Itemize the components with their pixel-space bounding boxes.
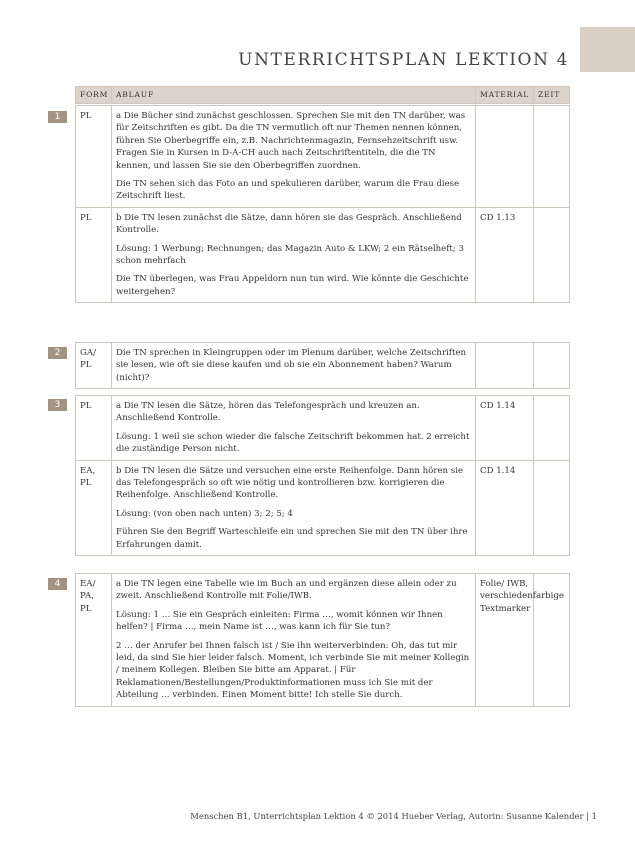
table-row xyxy=(76,343,570,389)
material-cell xyxy=(476,343,534,389)
material-cell: Folie/ IWB, verschiedenfarbige Textmarker xyxy=(476,574,534,707)
table-row xyxy=(76,574,570,707)
zeit-cell xyxy=(534,460,570,555)
ablauf-paragraph: b Die TN lesen die Sätze und versuchen eine erste Reihenfolge. Dann hören sie das Telefongespräch so oft wie nötig und kontrollieren bzw. korrigieren die Reihenfolge. Anschließend Kontrolle. xyxy=(116,465,464,501)
table-row xyxy=(76,207,570,302)
section-table xyxy=(75,395,570,556)
header-table xyxy=(75,86,570,104)
ablauf-paragraph: Führen Sie den Begriff Warteschleife ein und sprechen Sie mit den TN über ihre Erfahrungen damit. xyxy=(116,527,468,550)
zeit-cell xyxy=(534,207,570,302)
ablauf-cell xyxy=(112,574,476,707)
material-cell: CD 1.14 xyxy=(476,460,534,555)
ablauf-paragraph: a Die TN legen eine Tabelle wie im Buch an und ergänzen diese allein oder zu zweit. Anschließend Kontrolle mit Folie/IWB. xyxy=(116,579,457,602)
section-table xyxy=(75,342,570,389)
ablauf-paragraph: a Die Bücher sind zunächst geschlossen. Sprechen Sie mit den TN darüber, was für Zeitschriften es gibt. Da die TN vermutlich oft nur Themen nennen können, führen Sie Oberbegriffe ein, z.B. Nachrichtenmagazin, Fernsehzeitschrift usw. Fragen Sie in Kursen in D-A-CH auch nach Zeitschriftentiteln, die die TN kennen, und lassen Sie sie den Oberbegriffen zuordnen. xyxy=(116,111,466,171)
header-ablauf: ABLAUF xyxy=(112,87,476,104)
form-cell: EA/ PA, PL xyxy=(76,574,112,707)
ablauf-paragraph: Die TN sprechen in Kleingruppen oder im Plenum darüber, welche Zeitschriften sie lesen, wie oft sie diese kaufen und ob sie ein Abonnement haben? Warum (nicht)? xyxy=(116,348,467,383)
section-number: 4 xyxy=(48,578,67,590)
ablauf-paragraph: Lösung: 1 weil sie schon wieder die falsche Zeitschrift bekommen hat. 2 erreicht die zuständige Person nicht. xyxy=(116,431,470,455)
ablauf-paragraph: a Die TN lesen die Sätze, hören das Telefongespräch und kreuzen an. Anschließend Kontrolle. xyxy=(116,401,420,424)
ablauf-cell xyxy=(112,106,476,208)
section-number: 1 xyxy=(48,111,67,123)
material-cell: CD 1.13 xyxy=(476,207,534,302)
form-cell: GA/ PL xyxy=(76,343,112,389)
ablauf-paragraph: 2 … der Anrufer bei Ihnen falsch ist / Sie ihn weiterverbinden: Oh, das tut mir leid, da sind Sie hier leider falsch. Moment, ich verbinde Sie mit meiner Kollegin / meinem Kollegen. Bleiben Sie bitte am Apparat. | Für Reklamationen/Bestellungen/Produktinformationen muss ich Sie mit der Abteilung … verbinden. Einen Moment bitte! Ich stelle Sie durch. xyxy=(116,640,470,701)
page-footer: Menschen B1, Unterrichtsplan Lektion 4 © 2014 Hueber Verlag, Autorin: Susanne Kalender | 1 xyxy=(190,811,597,821)
page-title: UNTERRICHTSPLAN LEKTION 4 xyxy=(238,50,569,70)
ablauf-cell xyxy=(112,396,476,461)
header-zeit: ZEIT xyxy=(534,87,570,104)
corner-tab-decoration xyxy=(580,27,635,72)
section-table xyxy=(75,105,570,303)
form-cell: EA, PL xyxy=(76,460,112,555)
zeit-cell xyxy=(534,396,570,461)
header-material: MATERIAL xyxy=(476,87,534,104)
form-cell: PL xyxy=(76,106,112,208)
ablauf-paragraph: b Die TN lesen zunächst die Sätze, dann hören sie das Gespräch. Anschließend Kontrolle. xyxy=(116,212,462,236)
ablauf-cell xyxy=(112,460,476,555)
material-cell xyxy=(476,106,534,208)
ablauf-paragraph: Lösung: 1 Werbung; Rechnungen; das Magazin Auto & LKW; 2 ein Rätselheft; 3 schon mehrfach xyxy=(116,243,464,267)
ablauf-paragraph: Lösung: (von oben nach unten) 3; 2; 5; 4 xyxy=(116,508,293,519)
form-cell: PL xyxy=(76,396,112,461)
zeit-cell xyxy=(534,106,570,208)
zeit-cell xyxy=(534,343,570,389)
ablauf-cell xyxy=(112,343,476,389)
table-row xyxy=(76,396,570,461)
table-row xyxy=(76,106,570,208)
section-table xyxy=(75,573,570,707)
form-cell: PL xyxy=(76,207,112,302)
ablauf-cell xyxy=(112,207,476,302)
ablauf-paragraph: Die TN überlegen, was Frau Appeldorn nun tun wird. Wie könnte die Geschichte weitergehen? xyxy=(116,274,469,297)
section-number: 3 xyxy=(48,399,67,411)
material-cell: CD 1.14 xyxy=(476,396,534,461)
header-form: FORM xyxy=(76,87,112,104)
table-row xyxy=(76,460,570,555)
section-number: 2 xyxy=(48,347,67,359)
ablauf-paragraph: Die TN sehen sich das Foto an und spekulieren darüber, warum die Frau diese Zeitschrift liest. xyxy=(116,179,460,202)
ablauf-paragraph: Lösung: 1 … Sie ein Gespräch einleiten: Firma …, womit können wir Ihnen helfen? | Firma …, mein Name ist …, was kann ich für Sie tun? xyxy=(116,609,443,633)
